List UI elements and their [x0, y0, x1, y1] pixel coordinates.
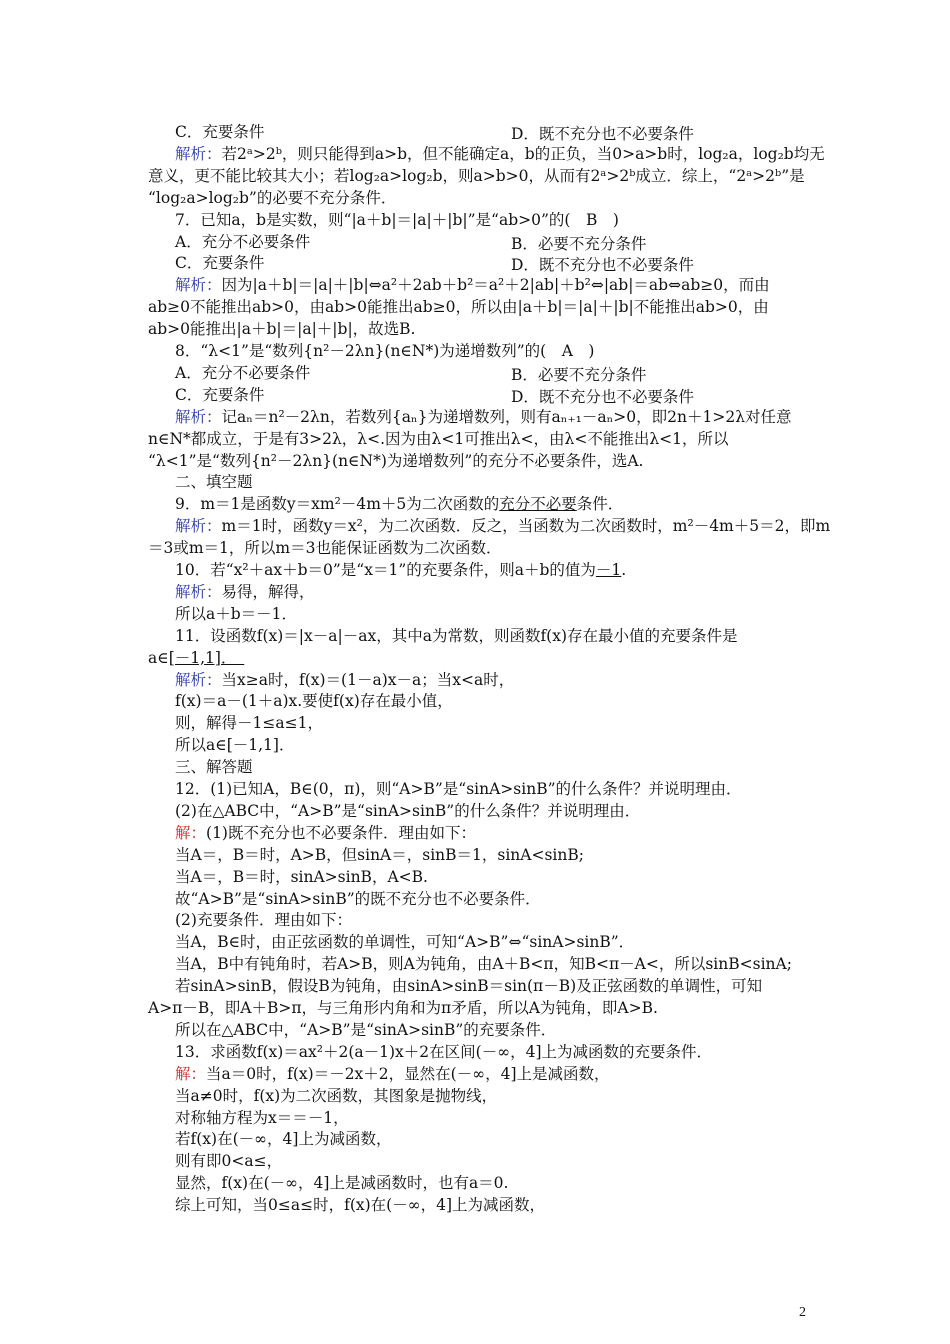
- text-line: [175, 1042, 712, 1064]
- text-line: [148, 429, 729, 451]
- analysis-label: 解析：: [175, 582, 222, 601]
- line-text: 易得，解得，: [221, 582, 315, 601]
- line-text: 当a≠0时，f(x)为二次函数，其图象是抛物线，: [175, 1086, 498, 1105]
- text-line: [175, 582, 315, 604]
- line-text: 当x≥a时，f(x)＝(1－a)x－a；当x<a时，: [221, 670, 515, 689]
- option-right: D．既不充分也不必要条件: [511, 125, 694, 143]
- line-text: C．充要条件: [175, 123, 265, 141]
- text-line: [175, 1151, 282, 1173]
- line-text: 显然，f(x)在(－∞，4]上是减函数时，也有a＝0.: [175, 1174, 509, 1193]
- line-text: (1)既不充分也不必要条件．理由如下：: [206, 823, 476, 842]
- text-line: [175, 232, 310, 254]
- answer-blank: [－1,1]．: [168, 648, 245, 667]
- text-line: [175, 691, 453, 713]
- text-line: [175, 976, 762, 998]
- line-text: 对称轴方程为x＝＝－1，: [175, 1108, 349, 1127]
- line-text: 13．求函数f(x)＝ax²＋2(a－1)x＋2在区间(－∞，4]上为减函数的充要条件．: [175, 1042, 713, 1061]
- option-right: B．必要不充分条件: [511, 234, 647, 253]
- text-line: [175, 385, 264, 407]
- text-line: [175, 823, 476, 845]
- text-line: [175, 363, 310, 385]
- text-line: [148, 297, 769, 319]
- text-line: [175, 910, 352, 932]
- text-line: [175, 735, 294, 757]
- line-text: A>π－B，即A＋B>π，与三角形内角和为π矛盾，所以A为钝角，即A>B.: [148, 999, 658, 1017]
- line-text: 若sinA>sinB，假设B为钝角，由sinA>sinB＝sin(π－B)及正弦函数的单调性，可知: [175, 977, 763, 996]
- line-text-tail: .: [621, 561, 627, 579]
- text-line: [175, 889, 541, 911]
- text-line: [148, 538, 501, 560]
- line-text: 所以在△ABC中，“A>B”是“sinA>sinB”的充要条件．: [175, 1020, 557, 1039]
- text-line: [175, 867, 428, 889]
- line-text: 则有即0<a≤，: [175, 1152, 283, 1171]
- text-line: [175, 1086, 497, 1108]
- line-text: 则，解得－1≤a≤1，: [175, 714, 323, 733]
- line-text: ab>0能推出|a＋b|＝|a|＋|b|，故选B.: [148, 320, 416, 339]
- text-line: [175, 670, 514, 692]
- line-text: 11．设函数f(x)＝|x－a|－ax，其中a为常数，则函数f(x)存在最小值的充要条件是: [175, 626, 738, 645]
- solution-label: 解：: [175, 1064, 207, 1083]
- text-line: [175, 341, 594, 363]
- text-line: [175, 516, 830, 538]
- text-line: [175, 626, 738, 648]
- text-line: [175, 253, 264, 275]
- analysis-label: 解析：: [175, 276, 222, 295]
- text-line: [148, 188, 396, 210]
- line-text: C．充要条件: [175, 385, 265, 404]
- text-line: [175, 757, 253, 779]
- line-text: 当A＝，B＝时，A>B，但sinA＝，sinB＝1，sinA<sinB;: [175, 845, 584, 864]
- line-text: 当A，B中有钝角时，若A>B，则A为钝角，由A＋B<π，知B<π－A<，所以sinB<sinA;: [175, 955, 792, 974]
- line-text: (2)充要条件．理由如下：: [175, 911, 352, 930]
- text-line: [175, 1195, 545, 1217]
- text-line: [175, 560, 626, 582]
- line-text: 所以a∈[－1,1]．: [175, 736, 295, 755]
- line-text: C．充要条件: [175, 254, 265, 273]
- line-text: 当A，B∈时，由正弦函数的单调性，可知“A>B”⇔“sinA>sinB”．: [175, 933, 635, 952]
- text-line: [148, 648, 244, 670]
- line-text: 所以a＋b＝－1．: [175, 604, 298, 623]
- text-line: [175, 407, 792, 429]
- line-text: 记aₙ＝n²－2λn，若数列{aₙ}为递增数列，则有aₙ₊₁－aₙ>0，即2n＋1>2λ对任意: [221, 407, 792, 426]
- text-line: [175, 1020, 556, 1042]
- analysis-label: 解析：: [175, 407, 222, 426]
- line-text: ab≥0不能推出ab>0，由ab>0能推出ab≥0，所以由|a＋b|＝|a|＋|b|不能推出ab>0，由: [148, 298, 769, 317]
- answer-blank: －1: [595, 561, 622, 579]
- text-line: [148, 319, 416, 341]
- text-line: [175, 144, 825, 166]
- line-text: f(x)＝a－(1＋a)x.要使f(x)存在最小值，: [175, 692, 453, 711]
- text-line: [175, 1064, 610, 1086]
- analysis-label: 解析：: [175, 670, 222, 689]
- option-right: B．必要不充分条件: [511, 365, 647, 384]
- text-line: [175, 845, 584, 867]
- line-text: n∈N*都成立，于是有3>2λ，λ<.因为由λ<1可推出λ<，由λ<不能推出λ<1，所以: [148, 429, 729, 448]
- text-line: [175, 604, 297, 626]
- text-line: [175, 122, 264, 144]
- text-line: [175, 1129, 391, 1151]
- answer-blank: 充分不必要: [499, 495, 577, 514]
- text-line: [175, 932, 634, 954]
- line-text-tail: 条件．: [576, 495, 624, 514]
- line-text: 若f(x)在(－∞，4]上为减函数，: [175, 1130, 392, 1149]
- line-text: 故“A>B”是“sinA>sinB”的既不充分也不必要条件．: [175, 889, 541, 908]
- text-line: [175, 472, 253, 494]
- analysis-label: 解析：: [175, 517, 222, 536]
- line-text: 当A＝，B＝时，sinA>sinB，A<B.: [175, 867, 428, 886]
- line-text: 综上可知，当0≤a≤时，f(x)在(－∞，4]上为减函数，: [175, 1196, 546, 1215]
- line-text: ＝3或m＝1，所以m＝3也能保证函数为二次函数．: [148, 539, 502, 558]
- text-line: [175, 954, 792, 976]
- option-right: D．既不充分也不必要条件: [511, 256, 694, 275]
- line-text: 7．已知a，b是实数，则“|a＋b|＝|a|＋|b|”是“ab>0”的( B ): [175, 210, 619, 229]
- line-text: 10．若“x²＋ax＋b＝0”是“x＝1”的充要条件，则a＋b的值为: [175, 561, 596, 579]
- text-line: [175, 275, 770, 297]
- line-text: (2)在△ABC中，“A>B”是“sinA>sinB”的什么条件？并说明理由．: [175, 801, 641, 820]
- line-text: 若2ᵃ>2ᵇ，则只能得到a>b，但不能确定a，b的正负，当0>a>b时，log₂a，log₂b均无: [221, 144, 825, 163]
- analysis-label: 解析：: [175, 144, 222, 163]
- text-line: [175, 494, 623, 516]
- line-text: a∈: [148, 648, 169, 667]
- line-text: A．充分不必要条件: [175, 232, 311, 251]
- line-text: 意义，更不能比较其大小；若log₂a>log₂b，则a>b>0，从而有2ᵃ>2ᵇ成立．综上，“2ᵃ>2ᵇ”是: [148, 166, 805, 185]
- text-line: [175, 779, 742, 801]
- option-right: D．既不充分也不必要条件: [511, 387, 694, 406]
- line-text: 9．m＝1是函数y＝xm²－4m＋5为二次函数的: [175, 495, 500, 514]
- text-line: [175, 1108, 349, 1130]
- line-text: 因为|a＋b|＝|a|＋|b|⇔a²＋2ab＋b²＝a²＋2|ab|＋b²⇔|ab|＝ab⇔ab≥0，而由: [221, 276, 770, 295]
- solution-label: 解：: [175, 823, 207, 842]
- line-text: 当a＝0时，f(x)＝－2x＋2，显然在(－∞，4]上是减函数，: [206, 1064, 610, 1083]
- line-text: “log₂a>log₂b”的必要不充分条件．: [148, 188, 397, 207]
- text-line: [175, 210, 619, 232]
- line-text: “λ<1”是“数列{n²－2λn}(n∈N*)为递增数列”的充分不必要条件，选A.: [148, 451, 644, 470]
- text-line: [175, 713, 323, 735]
- page-number: 2: [799, 1305, 806, 1320]
- text-line: [148, 451, 643, 473]
- text-line: [175, 1173, 508, 1195]
- line-text: m＝1时，函数y＝x²，为二次函数．反之，当函数为二次函数时，m²－4m＋5＝2，即m: [221, 517, 831, 536]
- line-text: A．充分不必要条件: [175, 363, 311, 382]
- line-text: 三、解答题: [175, 758, 253, 777]
- text-line: [148, 998, 658, 1020]
- line-text: 二、填空题: [175, 473, 253, 492]
- text-line: [175, 801, 640, 823]
- line-text: 12．(1)已知A，B∈(0，π)，则“A>B”是“sinA>sinB”的什么条件？并说明理由．: [175, 780, 742, 798]
- line-text: 8．“λ<1”是“数列{n²－2λn}(n∈N*)为递增数列”的( A ): [175, 342, 595, 360]
- text-line: [148, 166, 805, 188]
